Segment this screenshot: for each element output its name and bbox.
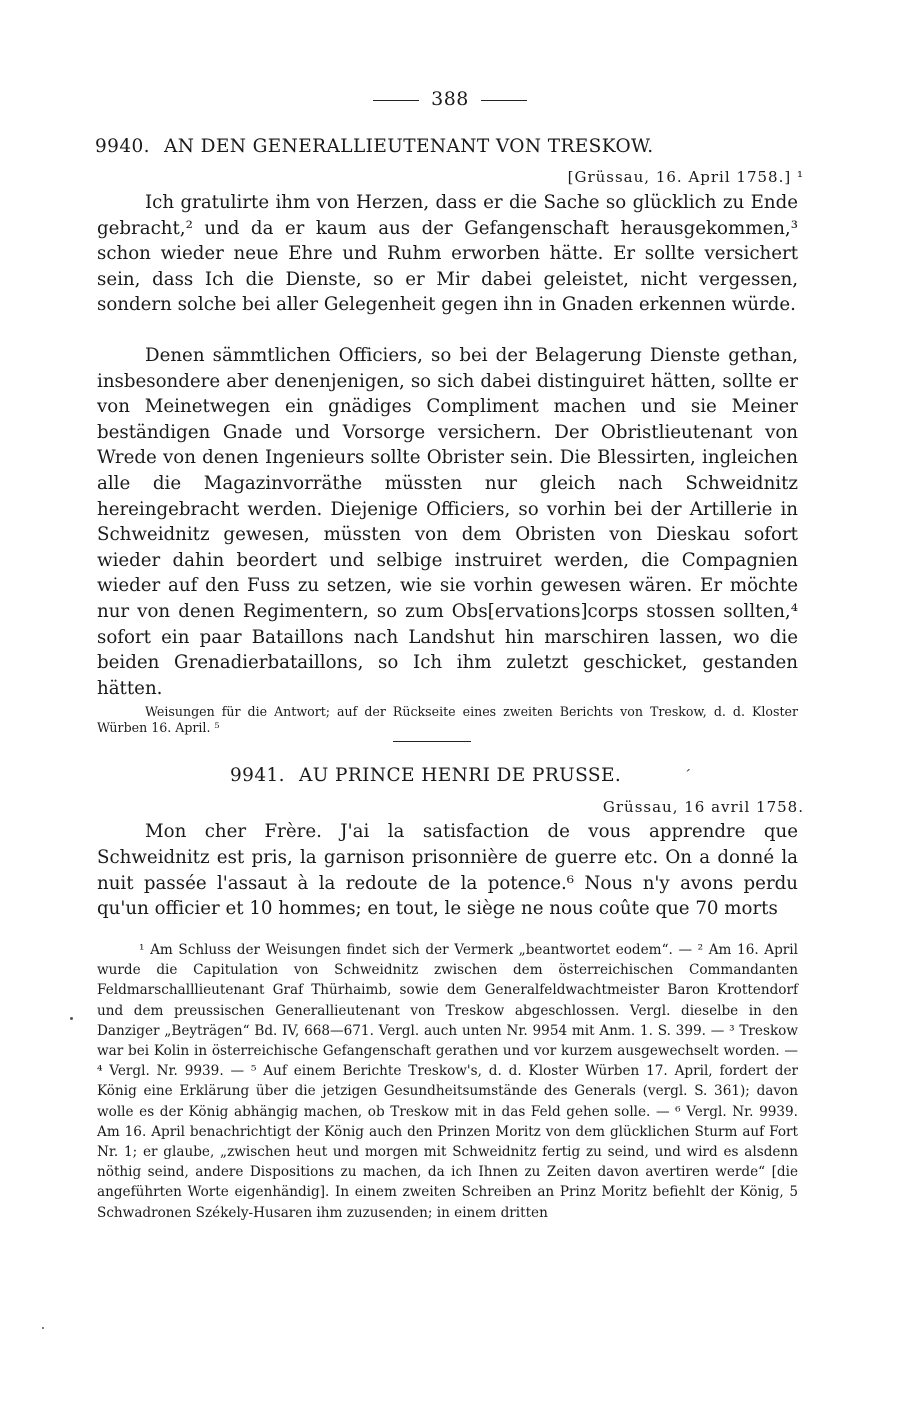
letter-9940-title: AN DEN GENERALLIEUTENANT VON TRESKOW. [163, 136, 654, 157]
letter-9940-source-note: Weisungen für die Antwort; auf der Rückseite eines zweiten Berichts von Treskow, d. d. Kloster Würben 16. April. ⁵ [97, 704, 798, 735]
stray-accent-mark: ˊ [681, 767, 692, 785]
header-dash-right [481, 100, 527, 101]
letter-9941-place-date: Grüssau, 16 avril 1758. [602, 798, 804, 816]
page-header [0, 88, 900, 110]
footnotes: ¹ Am Schluss der Weisungen findet sich der Vermerk „beantwortet eodem“. — ² Am 16. April wurde die Capitulation von Schweidnitz zwischen dem österreichischen Commandanten Feldmarschalllieutenant Graf Thürhaimb, sowie dem Generalfeldwachtmeister Baron Krottendorf und dem preussischen Generallieutenant von Treskow abgeschlossen. Vergl. dieselbe in den Danziger „Beyträgen“ Bd. IV, 668—671. Vergl. auch unten Nr. 9954 mit Anm. 1. S. 399. — ³ Treskow war bei Kolin in österreichische Gefangenschaft gerathen und vor kurzem ausgewechselt worden. — ⁴ Vergl. Nr. 9939. — ⁵ Auf einem Berichte Treskow's, d. d. Kloster Würben 17. April, fordert der König eine Erklärung über die jetzigen Gesundheitsumstände des Generals (vergl. S. 361); davon wolle es der König abhängig machen, ob Treskow mit in das Feld gehen solle. — ⁶ Vergl. Nr. 9939. Am 16. April benachrichtigt der König auch den Prinzen Moritz von dem glücklichen Sturm auf Fort Nr. 1; er glaube, „zwischen heut und morgen mit Schweidnitz fertig zu seind, und wird es alsdenn nöthig seind, andere Dispositions zu machen, da ich Ihnen zu Zeiten davon avertiren werde“ [die angeführten Worte eigenhändig]. In einem zweiten Schreiben an Prinz Moritz befiehlt der König, 5 Schwadronen Székely-Husaren ihm zuzusenden; in einem dritten [97, 942, 798, 1221]
letter-9941-heading [230, 765, 900, 786]
page-number: 388 [431, 88, 469, 110]
header-dash-left [373, 100, 419, 101]
letter-9940-paragraph-2: Denen sämmtlichen Officiers, so bei der Belagerung Dienste gethan, insbesondere aber denenjenigen, so sich dabei distinguiret hätten, sollte er von Meinetwegen ein gnädiges Compliment machen und sie Meiner beständigen Gnade und Vorsorge versichern. Der Obristlieutenant von Wrede von denen Ingenieurs sollte Obrister sein. Die Blessirten, ingleichen alle die Magazinvorräthe müssten nur gleich nach Schweidnitz hereingebracht werden. Diejenige Officiers, so vorhin bei der Artillerie in Schweidnitz gewesen, müssten von dem Obristen von Dieskau sofort wieder dahin beordert und selbige instruiret werden, die Compagnien wieder auf den Fuss zu setzen, wie sie vorhin gewesen wären. Er möchte nur von denen Regimentern, so zum Obs[ervations]corps stossen sollten,⁴ sofort ein paar Bataillons nach Landshut hin marschiren lassen, wo die beiden Grenadierbataillons, so Ich ihm zuletzt geschicket, gestanden hätten. [97, 345, 798, 699]
letter-9940-heading [95, 136, 805, 157]
margin-speck [70, 1017, 73, 1020]
letter-9941-title: AU PRINCE HENRI DE PRUSSE. [298, 765, 622, 786]
letter-9940-paragraph-1: Ich gratulirte ihm von Herzen, dass er die Sache so glücklich zu Ende gebracht,² und da er kaum aus der Gefangenschaft herausgekommen,³ schon wieder neue Ehre und Ruhm erworben hätte. Er sollte versichert sein, dass Ich die Dienste, so er Mir dabei geleistet, nicht vergessen, sondern solche bei aller Gelegenheit gegen ihn in Gnaden erkennen würde. [97, 192, 798, 316]
margin-speck [42, 1327, 44, 1329]
letter-9940-place-date: [Grüssau, 16. April 1758.] ¹ [567, 168, 804, 186]
section-divider [393, 741, 471, 742]
letter-9941-paragraph: Mon cher Frère. J'ai la satisfaction de vous apprendre que Schweidnitz est pris, la garnison prisonnière de guerre etc. On a donné la nuit passée l'assaut à la redoute de la potence.⁶ Nous n'y avons perdu qu'un officier et 10 hommes; en tout, le siège ne nous coûte que 70 morts [97, 821, 798, 920]
letter-9940-number: 9940. [95, 136, 150, 157]
letter-9941-number: 9941. [230, 765, 285, 786]
